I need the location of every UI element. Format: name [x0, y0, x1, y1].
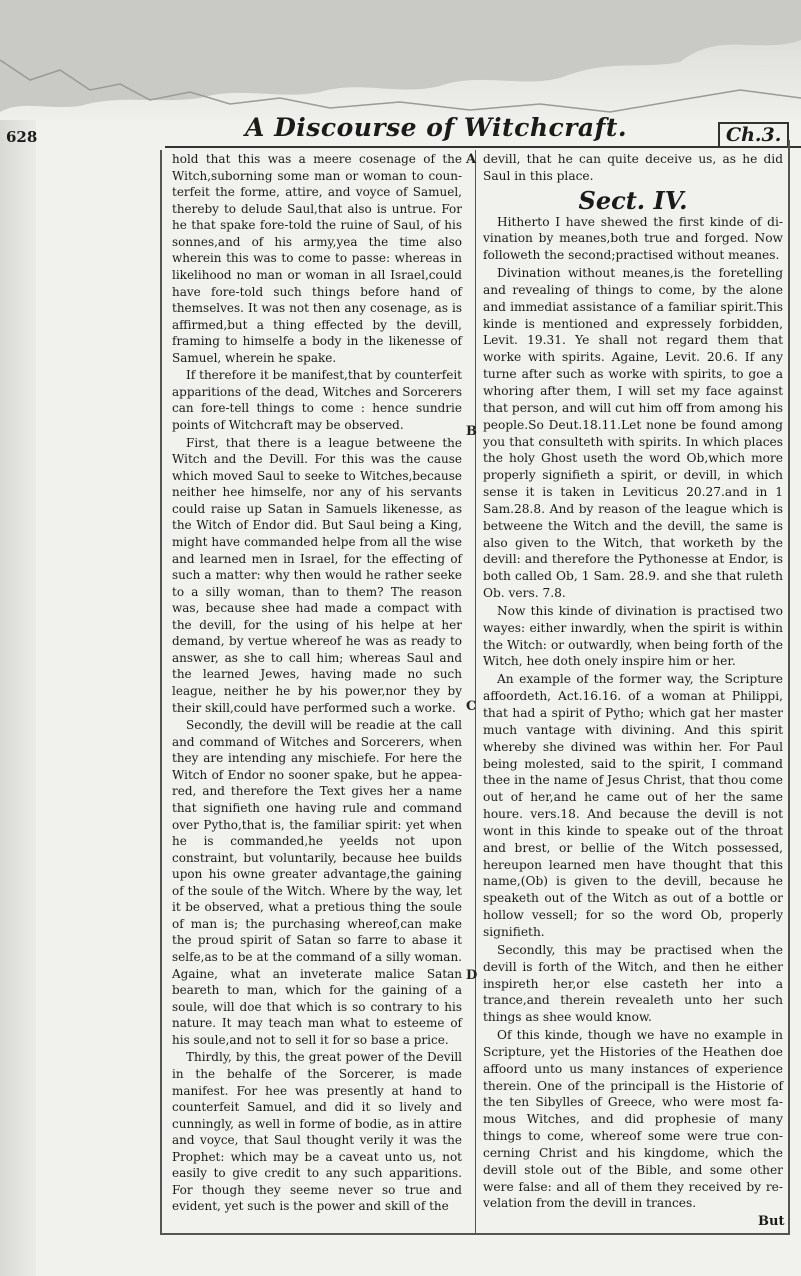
right-column-rule: [788, 140, 790, 1233]
chapter-label: Ch.3.: [718, 122, 789, 148]
right-text-column: [483, 151, 783, 1213]
footer-rule: [160, 1233, 790, 1235]
left-page-margin: [0, 120, 36, 1276]
paragraph: Of this kinde, though we have no example in Scripture, yet the Histories of the Heathen doe affoord unto us many instances of experience therein. One of the principall is the Historie of the ten Sibylles of Greece, who were most famous Witches, and did prophesie of many things to come, whereof some were true concerning Christ and his kingdome, which the devill stole out of the Bible, and some other were false: and all of them they received by revelation from the devill in trances.: [483, 1028, 783, 1211]
page-number: 628: [6, 128, 38, 146]
margin-letter-a: A: [466, 152, 477, 167]
left-text-column: [172, 151, 462, 1216]
section-heading: Sect. IV.: [578, 185, 688, 215]
paragraph: If therefore it be manifest,that by counterfeit apparitions of the dead, Witches and Sorcerers can fore-tell things to come : hence sundrie points of Witchcraft may be observed.: [172, 368, 462, 432]
paragraph: hold that this was a meere cosenage of the Witch,suborning some man or woman to counterfeit the forme, attire, and voyce of Samuel, thereby to delude Saul,that also is untrue. For he that spake fore-told the ruine of Saul, of his sonnes,and of his army,yea the time also wherein this was to come to passe: whereas in likelihood no man or woman in all Israel,could have fore-told such things before hand of themselves. It was not then any cosenage, as is affirmed,but a thing effected by the devill, framing to himselfe a body in the likenesse of Samuel, wherein he spake.: [172, 152, 462, 365]
margin-letter-d: D: [466, 968, 478, 983]
paragraph: Secondly, this may be practised when the devill is forth of the Witch, and then he either inspireth her,or else casteth her into a trance,and therein revealeth unto her such things as shee would know.: [483, 942, 783, 1025]
paragraph: Divination without meanes,is the foretelling and revealing of things to come, by the alone and immediat assistance of a familiar spirit.This kinde is mentioned and expressely forbidden, Levit. 19.31. Ye shall not regard them that worke with spirits. Againe, Levit. 20.6. If any turne after such as worke with spirits, to goe a whoring after them, I will set my face against that person, and will cut him off from among his people.So Deut.18.11.Let none be found among you that consulteth with spirits. In which places the holy Ghost useth the word Ob,which more properly signifieth a spirit, or devill, in which sense it is taken in Leviticus 20.27.and in 1 Sam.28.8. And by reason of the league which is betweene the Witch and the devill, the same is also given to the Witch, that worketh by the devill: and therefore the Pythonesse at Endor, is both called Ob, 1 Sam. 28.9. and she that ruleth Ob. vers. 7.8.: [483, 266, 783, 601]
catchword: But: [758, 1214, 785, 1229]
column-divider: [475, 150, 476, 1233]
paragraph: An example of the former way, the Scripture affoordeth, Act.16.16. of a woman at Philippi, that had a spirit of Pytho; which gat her master much vantage with divining. And this spirit whereby she divined was within her. For Paul being molested, said to the spirit, I command thee in the name of Jesus Christ, that thou come out of her,and he came out of her the same houre. vers.18. And because the devill is not wont in this kinde to speake out of the throat and brest, or bellie of the Witch possessed, hereupon learned men have thought that this name,(Ob) is given to the devill, because he speaketh out of the Witch as out of a bottle or hollow vessell; for so the word Ob, properly signifieth.: [483, 672, 783, 939]
paragraph: First, that there is a league betweene the Witch and the Devill. For this was the cause which moved Saul to seeke to Witches,because neither hee himselfe, nor any of his servants could raise up Satan in Samuels likenesse, as the Witch of Endor did. But Saul being a King, might have commanded helpe from all the wise and learned men in Israel, for the effecting of such a matter: why then would he rather seeke to a silly woman, than to them? The reason was, because shee had made a compact with the devill, for the using of his helpe at her demand, by vertue whereof he was as ready to answer, as she to call him; whereas Saul and the learned Jewes, having made no such league, neither he by his power,nor they by their skill,could have performed such a worke.: [172, 435, 462, 715]
paragraph: Thirdly, by this, the great power of the Devill in the behalfe of the Sorcerer, is made manifest. For hee was presently at hand to counterfeit Samuel, and did it so lively and cunningly, as well in forme of bodie, as in attire and voyce, that Saul thought verily it was the Prophet: which may be a caveat unto us, not easily to give credit to any such apparitions. For though they seeme never so true and evident, yet such is the power and skill of the: [172, 1050, 462, 1214]
paragraph: Now this kinde of divination is practised two wayes: either inwardly, when the spirit is within the Witch: or outwardly, when being forth of the Witch, hee doth onely inspire him or her.: [483, 603, 783, 669]
left-column-rule: [160, 150, 162, 1233]
margin-letter-b: B: [466, 424, 477, 439]
torn-edge-shape: [0, 0, 801, 120]
paragraph: Hitherto I have shewed the first kinde of divination by meanes,both true and forged. Now followeth the second;practised without meanes.: [483, 214, 783, 263]
paragraph: devill, that he can quite deceive us, as he did Saul in this place.: [483, 152, 783, 183]
paragraph: Secondly, the devill will be readie at the call and command of Witches and Sorcerers, when they are intending any mischiefe. For here the Witch of Endor no sooner spake, but he appeared, and therefore the Text gives her a name that signifieth one having rule and command over Pytho,that is, the familiar spirit: yet when he is commanded,he yeelds not upon constraint, but voluntarily, because hee builds upon his owne greater advantage,the gaining of the soule of the Witch. Where by the way, let it be observed, what a pretious thing the soule of man is; the purchasing whereof,can make the proud spirit of Satan so farre to abase it selfe,as to be at the command of a silly woman. Againe, what an inveterate malice Satan beareth to man, which for the gaining of a soule, will doe that which is so contrary to his nature. It may teach man what to esteeme of his soule,and not to sell it for so base a price.: [172, 718, 462, 1047]
header-rule: [165, 146, 801, 148]
margin-letter-c: C: [466, 699, 477, 714]
page-title: A Discourse of Witchcraft.: [245, 113, 628, 142]
